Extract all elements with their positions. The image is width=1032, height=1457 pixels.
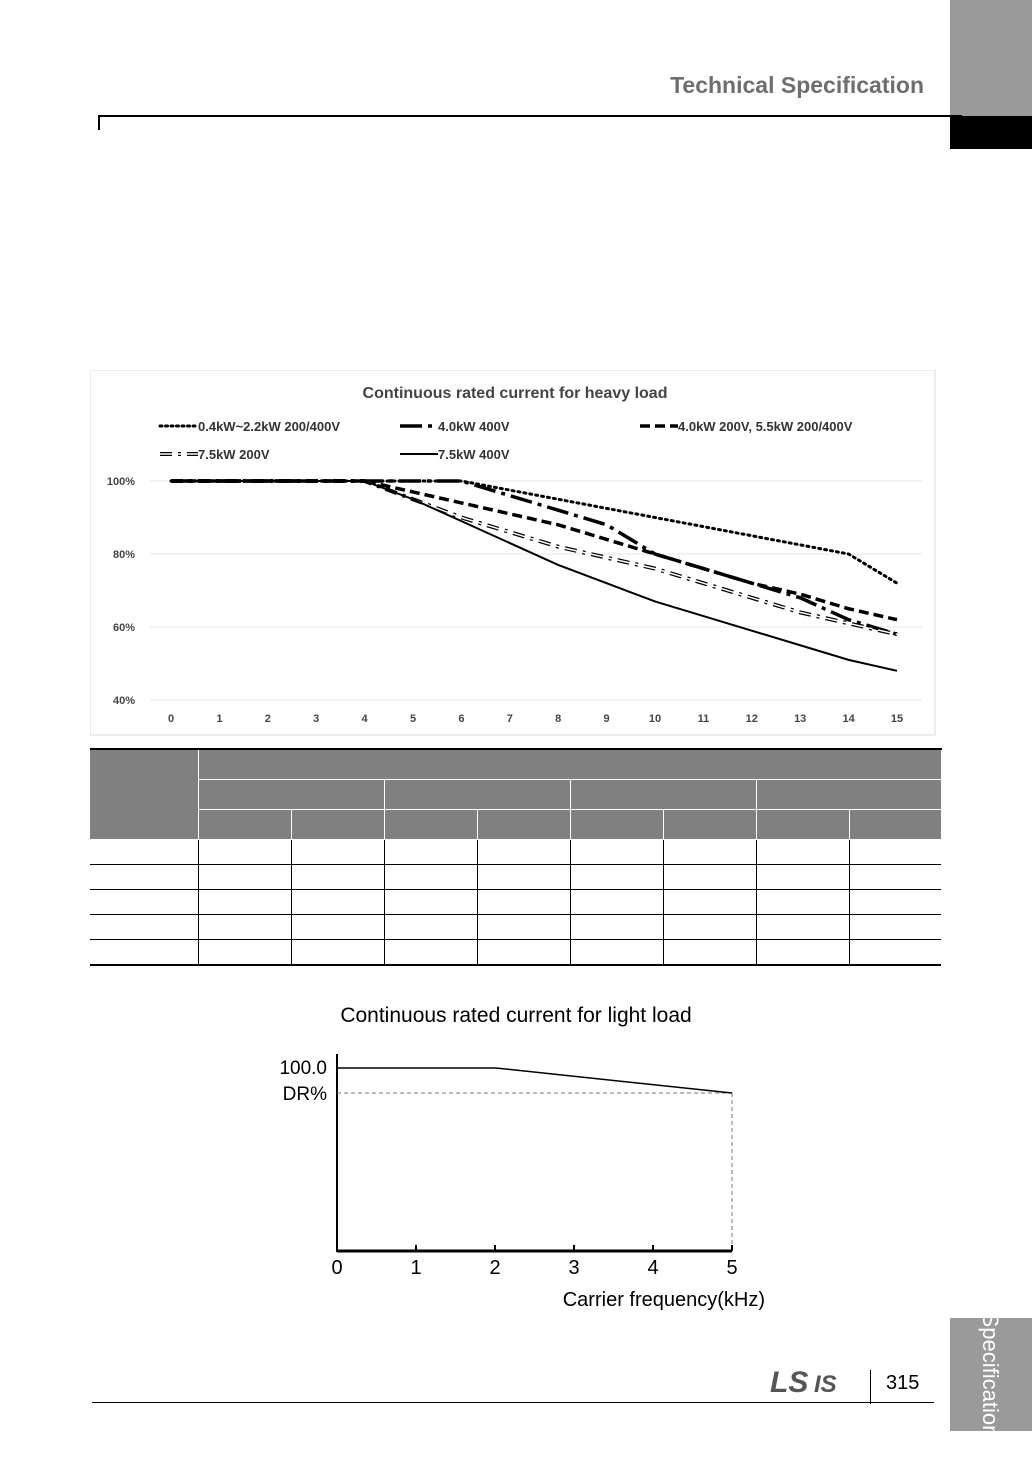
legend-label: 0.4kW~2.2kW 200/400V [198, 419, 341, 434]
x-tick-label: 2 [264, 713, 271, 725]
table-header-cell [756, 780, 941, 810]
table-cell [570, 840, 663, 865]
x-tick-label: 3 [313, 713, 320, 725]
table-cell [291, 915, 384, 940]
table-cell [90, 840, 198, 865]
table-cell [849, 840, 941, 865]
table-cell [477, 840, 570, 865]
table-cell [90, 865, 198, 890]
table-header-cell [570, 810, 663, 840]
x-tick-label: 4 [361, 713, 368, 725]
table-cell [570, 865, 663, 890]
table-header-cell [756, 810, 849, 840]
x-axis-label: Carrier frequency(kHz) [562, 1289, 765, 1311]
table-cell [198, 890, 291, 915]
table-cell [477, 890, 570, 915]
header-rule [98, 115, 962, 117]
y-tick-label: 60% [112, 622, 135, 634]
table-row [90, 940, 941, 966]
y-tick-label: 40% [112, 695, 135, 707]
x-tick-label: 5 [409, 713, 417, 725]
table-header-cell [570, 780, 756, 810]
table-cell [756, 890, 849, 915]
footer-rule [92, 1402, 934, 1403]
x-tick-label: 0 [167, 713, 175, 725]
x-tick-label: 12 [745, 713, 758, 725]
legend-label: 4.0kW 400V [438, 419, 510, 434]
table-cell [570, 940, 663, 966]
table-cell [570, 890, 663, 915]
x-tick-label: 14 [842, 713, 855, 725]
table-header-cell [384, 780, 570, 810]
table-row [90, 865, 941, 890]
table-header-cell [849, 810, 941, 840]
table-cell [756, 940, 849, 966]
table-header-row-2 [90, 780, 941, 810]
rating-table [90, 748, 942, 966]
table-cell [477, 865, 570, 890]
page-header-title: Technical Specification [670, 72, 924, 98]
table-header-cell [90, 749, 198, 840]
x-tick-label: 3 [568, 1257, 580, 1279]
legend-label: 7.5kW 400V [438, 447, 510, 462]
table-cell [291, 940, 384, 966]
table-cell [477, 915, 570, 940]
svg-text:IS: IS [814, 1371, 837, 1396]
table-cell [384, 940, 477, 966]
table-cell [849, 890, 941, 915]
table-cell [198, 915, 291, 940]
table-row [90, 890, 941, 915]
chart-title: Continuous rated current for heavy load [362, 385, 668, 402]
chapter-tab-top [950, 0, 1032, 116]
y-tick-label-dr: DR% [282, 1084, 327, 1105]
table-cell [663, 865, 756, 890]
table-cell [756, 840, 849, 865]
x-tick-label: 6 [458, 713, 465, 725]
heavy-load-chart-svg [90, 370, 936, 736]
table-row [90, 915, 941, 940]
table-cell [291, 840, 384, 865]
table-row [90, 840, 941, 865]
table-cell [198, 940, 291, 966]
table-cell [90, 940, 198, 966]
x-tick-label: 15 [890, 713, 904, 725]
table-cell [198, 865, 291, 890]
x-tick-label: 13 [794, 713, 807, 725]
table-header-row-1 [90, 749, 941, 780]
header-tick [98, 115, 100, 130]
table-cell [849, 940, 941, 966]
x-tick-label: 0 [331, 1257, 343, 1279]
y-tick-label: 80% [112, 549, 135, 561]
x-tick-label: 9 [603, 713, 610, 725]
table-cell [756, 865, 849, 890]
x-tick-label: 5 [726, 1257, 738, 1279]
table-header-cell [198, 780, 384, 810]
x-tick-label: 11 [697, 713, 710, 725]
table-cell [384, 890, 477, 915]
x-tick-label: 2 [489, 1257, 501, 1279]
table-cell [663, 840, 756, 865]
table-cell [291, 865, 384, 890]
legend-label: 4.0kW 200V, 5.5kW 200/400V [678, 419, 853, 434]
x-tick-label: 4 [647, 1257, 659, 1279]
light-load-curve [337, 1068, 732, 1093]
table-cell [90, 915, 198, 940]
table-cell [663, 915, 756, 940]
light-load-chart [260, 1040, 800, 1320]
x-tick-label: 1 [410, 1257, 422, 1279]
heavy-load-chart [90, 370, 936, 736]
table-cell [849, 865, 941, 890]
table-cell [849, 915, 941, 940]
table-cell [291, 890, 384, 915]
light-load-chart-title: Continuous rated current for light load [340, 1004, 692, 1027]
chapter-tab-marker [950, 116, 1032, 149]
table-cell [756, 915, 849, 940]
x-tick-label: 7 [506, 713, 513, 725]
table-cell [477, 940, 570, 966]
section-side-tab-label: Specification [978, 1312, 1003, 1438]
table-cell [384, 865, 477, 890]
svg-text:LS: LS [770, 1366, 809, 1396]
legend-label: 7.5kW 200V [198, 447, 270, 462]
x-tick-label: 8 [555, 713, 562, 725]
y-tick-label-100: 100.0 [279, 1058, 327, 1079]
footer-divider [870, 1370, 871, 1404]
table-header-cell [291, 810, 384, 840]
x-tick-label: 1 [216, 713, 223, 725]
table-header-row-3 [90, 810, 941, 840]
lsis-logo [770, 1364, 854, 1396]
table-header-cell [198, 810, 291, 840]
x-tick-label: 10 [648, 713, 662, 725]
y-tick-label: 100% [106, 476, 135, 488]
table-cell [384, 840, 477, 865]
table-cell [663, 890, 756, 915]
table-header-cell [663, 810, 756, 840]
table-cell [663, 940, 756, 966]
table-cell [570, 915, 663, 940]
page-number: 315 [886, 1372, 920, 1394]
table-cell [90, 890, 198, 915]
table-header-cell [384, 810, 477, 840]
table-cell [198, 840, 291, 865]
table-cell [384, 915, 477, 940]
table-header-cell [477, 810, 570, 840]
table-header-cell [198, 749, 941, 780]
